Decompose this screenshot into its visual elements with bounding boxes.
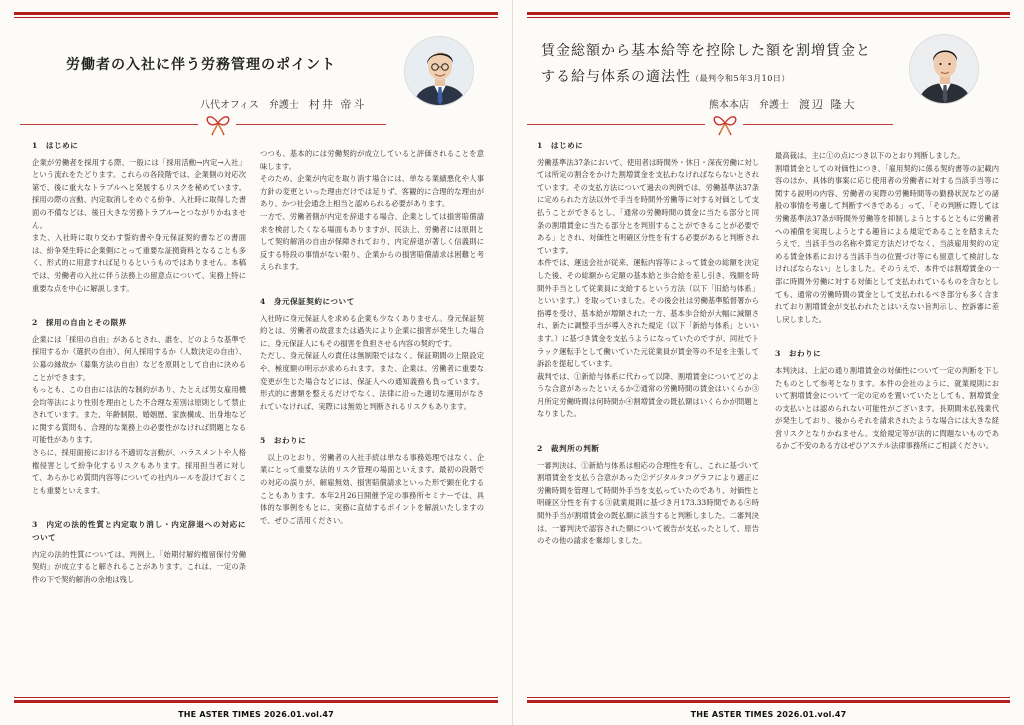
author-name: 渡辺 隆大 (799, 98, 857, 111)
title-line-2 (541, 64, 871, 92)
top-red-rule-thin (14, 17, 498, 18)
body-paragraph: 内定の法的性質については、判例上、「始期付解約権留保付労働契約」が成立すると解されることがあります。これは、一定の条件の下で契約解消の余地は残し (32, 549, 246, 584)
body-paragraph: さらに、採用面接における不適切な言動が、ハラスメントや人格権侵害として紛争化するリスクもあります。採用担当者に対して、あらかじめ質問内容等についての社内ルールを設けておくことも重要といえます。 (32, 448, 246, 495)
section-gap (32, 295, 246, 307)
section-heading: 3 内定の法的性質と内定取り消し・内定辞退への対応について (32, 520, 246, 543)
body-paragraph: 裁判では、①新給与体系に代わって以降、割増賃金についてどのような合意があったといえるか②通常の労働時間の賃金はいくらか③月所定労働時間は何時間か④割増賃金の既払額はいくらかが問題となりました。 (537, 371, 759, 419)
author-byline (709, 96, 857, 112)
author-photo (404, 36, 474, 106)
title-divider-right (236, 124, 386, 125)
bottom-red-rule (14, 700, 498, 703)
body-paragraph: 一方で、労働者側が内定を辞退する場合、企業としては損害賠償請求を検討したくなる場面もありますが、民法上、労働者には原則として契約解消の自由が保障されており、内定辞退が著しく信義則に反する特段の事情がない限り、企業からの損害賠償請求は困難と考えられます。 (260, 211, 484, 272)
author-byline (200, 96, 366, 112)
section-heading: 1 はじめに (32, 141, 79, 150)
article-title (541, 38, 871, 92)
author-office: 熊本本店 弁護士 (709, 100, 789, 111)
title-divider-left (527, 124, 705, 125)
title-divider-left (20, 124, 198, 125)
section-gap (32, 497, 246, 509)
mizuhiki-knot-icon (203, 111, 233, 137)
right-column-2 (775, 150, 999, 706)
bottom-red-rule-thin (14, 697, 498, 698)
title-case-note: （最判令和5年3月10日） (691, 74, 790, 83)
right-page (512, 0, 1024, 725)
section-gap (775, 326, 999, 338)
top-red-rule-thin (527, 17, 1010, 18)
body-paragraph: 一審判決は、①新給与体系は相応の合理性を有し、これに基づいて割増賃金を支払う合意があった②デジタルタコグラフにより適正に労働時間を管理して時間外手当を支払っていたのであり、対価性と明確区分性を有する③就業規則に基づき月173.33時間である④時間外手当が割増賃金の既払額に該当すると判断しました。二審判決は、一審判決で認容された額について被告が支払ったとして、原告のその他の請求を棄却しました。 (537, 460, 759, 546)
body-paragraph: 以上のとおり、労働者の入社手続は単なる事務処理ではなく、企業にとって重要な法的リスク管理の場面といえます。最初の段階での対応の誤りが、解雇無効、損害賠償請求といった形で顕在化することもあります。本年2月26日開催予定の事務所セミナーでは、具体的な事例をもとに、実務に直結するポイントを解説いたしますので、ぜひご活用ください。 (260, 452, 484, 525)
title-divider-right (743, 124, 893, 125)
author-name: 村井 帝斗 (308, 98, 367, 111)
body-paragraph: 割増賃金としての対価性につき、「雇用契約に係る契約書等の記載内容のほか、具体的事案に応じ使用者の労働者に対する当該手当等に関する説明の内容、労働者の実際の労働時間等の勤務状況などの諸般の事情を考慮して判断すべきである」って、「その判断に際しては労働基準法37条が時間外労働等を抑制しようとするとともに労働者への補償を実現しようとする趣旨による規定であることを踏まえたうえで、当該手当の名称や算定方法だけでなく、当該雇用契約の定める賃金体系における当該手当の位置づけ等にも留意して検討しなければならない」としました。そのうえで、本件では割増賃金の一部に時間外労働に対する対価として支払われているものを含むとしても、通常の労働時間の賃金として支払われるべき部分も多く含まれており割増賃金が支払われたとはいえない旨判示し、控訴審に差し戻しました。 (775, 163, 999, 324)
author-photo (909, 34, 979, 104)
body-paragraph: 企業には「採用の自由」があるとされ、誰を、どのような基準で採用するか（選択の自由）、何人採用するか（人数決定の自由）、公募の縁故か（募集方法の自由）などを原則として自由に決めることができます。 (32, 334, 246, 382)
top-red-rule (14, 12, 498, 15)
section-heading: 2 採用の自由とその限界 (32, 318, 127, 328)
left-column-2 (260, 148, 484, 704)
body-paragraph: また、入社時に取り交わす誓約書や身元保証契約書などの書面は、紛争発生時に企業側にとって重要な証拠資料となることも多く、形式的に用意すれば足りるというものではありません。本稿では、労働者の入社に伴う法務上の留意点について、実務上特に重要な点を中心に解説します。 (32, 233, 246, 293)
body-paragraph: 本判決は、上記の通り割増賃金の対価性について一定の判断を下したものとして参考となります。本件の会社のように、就業規則において割増賃金について一定の定めを置いていたとしても、割増賃金の支払いとは認められない可能性がございます。長期間未払残業代が発生しており、後からそれを請求されたような場合には大きな経営リスクとなりかねません。支給規定等が法的に問題ないものであるかご不安のある方はぜひアステル法律事務所にご相談ください。 (775, 365, 999, 451)
footer-text: THE ASTER TIMES 2026.01.vol.47 (690, 710, 847, 719)
body-paragraph: 労働基準法37条において、使用者は時間外・休日・深夜労働に対しては所定の割合をかけた割増賃金を支払わなければならないとされています。その支払方法について過去の判例では、労働基準法37条に定められた方法以外で手当を時間外労働等に対する対価として支払うことができるとし、「通常の労働時間の賃金に当たる部分と同条の割増賃金に当たる部分とを判別することができることが必要である」とされ、対価性と明確区分性を有する必要があると判断されています。 (537, 157, 759, 255)
article-title: 労働者の入社に伴う労務管理のポイント (66, 57, 336, 73)
right-column-1 (537, 140, 759, 696)
section-gap (260, 413, 484, 425)
body-paragraph: つつも、基本的には労働契約が成立していると評価されることを意味します。 (260, 149, 484, 171)
bottom-red-rule-thin (527, 697, 1010, 698)
section-heading: 4 身元保証契約について (260, 296, 355, 306)
author-office: 八代オフィス 弁護士 (200, 100, 299, 111)
bottom-red-rule (527, 700, 1010, 703)
section-heading: 1 はじめに (537, 141, 584, 150)
mizuhiki-knot-icon (710, 111, 740, 137)
title-line-2-text: する給与体系の適法性 (541, 69, 691, 85)
section-heading: 3 おわりに (775, 349, 822, 359)
section-gap (260, 274, 484, 286)
section-heading: 2 裁判所の判断 (537, 444, 600, 454)
body-paragraph: 入社時に身元保証人を求める企業も少なくありません。身元保証契約とは、労働者の故意または過失により企業に損害が発生した場合に、身元保証人にもその損害を負担させる内容の契約です。 (260, 313, 484, 348)
body-paragraph: そのため、企業が内定を取り消す場合には、単なる業績悪化や人事方針の変更といった理由だけでは足りず、客観的に合理的な理由があり、かつ社会通念上相当と認められる必要があります。 (260, 174, 484, 209)
left-column-1 (32, 140, 246, 696)
body-paragraph: ただし、身元保証人の責任は無制限ではなく、保証期間の上限設定や、極度額の明示が求められます。また、企業は、労働者に重要な変更が生じた場合などには、保証人への通知義務も負っています。形式的に書類を整えるだけでなく、法律に沿った適切な運用がなされていなければ、実際には無効と判断されるリスクもあります。 (260, 351, 484, 411)
footer-text: THE ASTER TIMES 2026.01.vol.47 (178, 710, 334, 719)
body-paragraph: もっとも、この自由には法的な制約があり、たとえば男女雇用機会均等法により性別を理由とした不合理な差別は原則として禁止されています。また、年齢制限、婚姻歴、家族構成、出身地などに関する質問も、合理的な業務上の必要性がなければ問題となる可能性があります。 (32, 385, 246, 445)
body-paragraph: 企業が労働者を採用する際、一般には「採用活動→内定→入社」という流れをたどります。これらの各段階では、企業側の対応次第で、後に重大なトラブルへと発展するリスクを秘めています。採用の際の言動、内定取消しをめぐる紛争、入社時に取得した書面の不備などは、後日大きな労務トラブル→とつながりかねません。 (32, 157, 246, 230)
body-paragraph: 本件では、運送会社が従来、運転内容等によって賃金の総額を決定した後、その総額から定額の基本給と歩合給を差し引き、残額を時間外手当として従業員に支給するという方法（以下「旧給与体系」といいます。）を取っていました。その後会社は労働基準監督署から指導を受け、基本給が増額された一方、基本歩合給が大幅に減額され、新たに調整手当が導入された規定（以下「新給与体系」といいます。）に基づき賃金を支払うようになっていたのですが、同社でトラック運転手として働いていた元従業員が賃金等の不足を主張して訴訟を提起しています。 (537, 258, 759, 369)
top-red-rule (527, 12, 1010, 15)
body-paragraph: 最高裁は、主に①の点につき以下のとおり判断しました。 (775, 151, 965, 160)
title-line-1: 賃金総額から基本給等を控除した額を割増賃金と (541, 43, 871, 59)
section-gap (537, 421, 759, 433)
section-heading: 5 おわりに (260, 436, 307, 446)
